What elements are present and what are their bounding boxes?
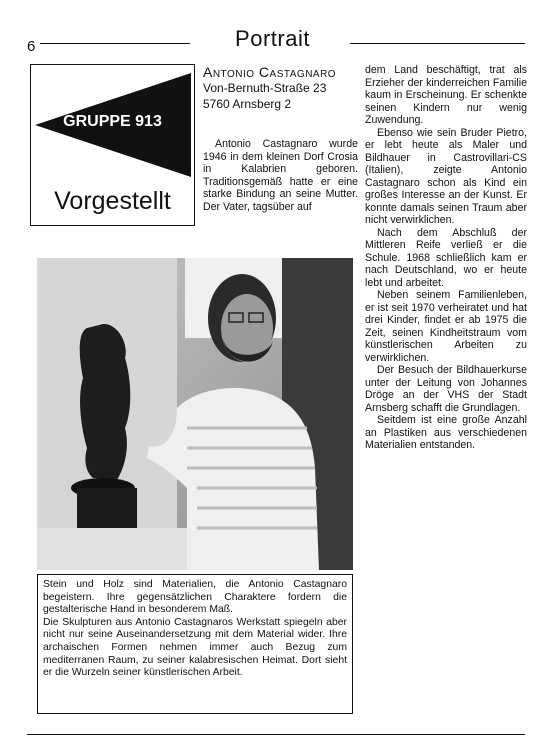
author-block <box>203 64 336 112</box>
article-paragraph: Antonio Castagnaro wurde 1946 in dem kleinen Dorf Crosia in Kalabrien geboren. Traditionsgemäß hatte er eine starke Bindung an seine Mutter. Der Vater, tagsüber auf <box>203 138 358 213</box>
photo-caption <box>37 574 353 714</box>
section-title: Portrait <box>235 26 310 51</box>
article-paragraph: Neben seinem Familienleben, er ist seit 1970 verheiratet und hat drei Kinder, findet er ab 1975 die Zeit, seinen Kindheitstraum vom künstlerischen Arbeiten zu verwirklichen. <box>365 289 527 364</box>
logo-group-label: GRUPPE 913 <box>63 113 162 130</box>
logo-subtitle: Vorgestellt <box>54 187 171 215</box>
article-paragraph: Der Besuch der Bildhauerkurse unter der Leitung von Johannes Dröge an der VHS der Stadt Arnsberg schafft die Grundlagen. <box>365 364 527 414</box>
group-logo <box>30 64 195 226</box>
caption-paragraph: Die Skulpturen aus Antonio Castagnaros Werkstatt spiegeln aber nicht nur seine Auseinandersetzung mit dem Material wider. Ihre archaischen Formen nehmen immer auch Bezug zum mediterranen Raum, zu seiner kalabresischen Heimat. Dort sieht er die Wurzeln seiner künstlerischen Arbeit. <box>43 616 347 679</box>
article-paragraph: Nach dem Abschluß der Mittleren Reife verließ er die Schule. 1968 schließlich kam er nach Deutschland, wo er heute lebt und arbeitet. <box>365 226 527 289</box>
article-paragraph: dem Land beschäftigt, trat als Erzieher der kinderreichen Familie kaum in Erscheinung. Er schenkte seinen Kindern nur wenig Zuwendung. <box>365 64 527 126</box>
author-street: Von-Bernuth-Straße 23 <box>203 81 327 95</box>
article-paragraph: Ebenso wie sein Bruder Pietro, er lebt heute als Maler und Bildhauer in Castrovillari-CS (Italien), zeigte Antonio Castagnaro schon als Kind ein großes Interesse an der Kunst. Er konnte damals seinen Traum aber nicht verwirklichen. <box>365 126 527 226</box>
artist-photo <box>37 258 353 570</box>
article-column-1 <box>203 138 358 213</box>
header-rule-left <box>40 43 190 44</box>
author-name: Antonio Castagnaro <box>203 64 337 80</box>
caption-paragraph: Stein und Holz sind Materialien, die Antonio Castagnaro begeistern. Ihre gegensätzlichen Charaktere fordern die gestalterische Hand in besonderem Maß. <box>43 579 347 616</box>
article-paragraph: Seitdem ist eine große Anzahl an Plastiken aus verschiedenen Materialien entstanden. <box>365 414 527 451</box>
page-number: 6 <box>27 38 36 55</box>
author-city: 5760 Arnsberg 2 <box>203 97 292 111</box>
article-column-2 <box>365 64 527 452</box>
header-rule-right <box>350 43 525 44</box>
footer-rule <box>27 734 525 735</box>
